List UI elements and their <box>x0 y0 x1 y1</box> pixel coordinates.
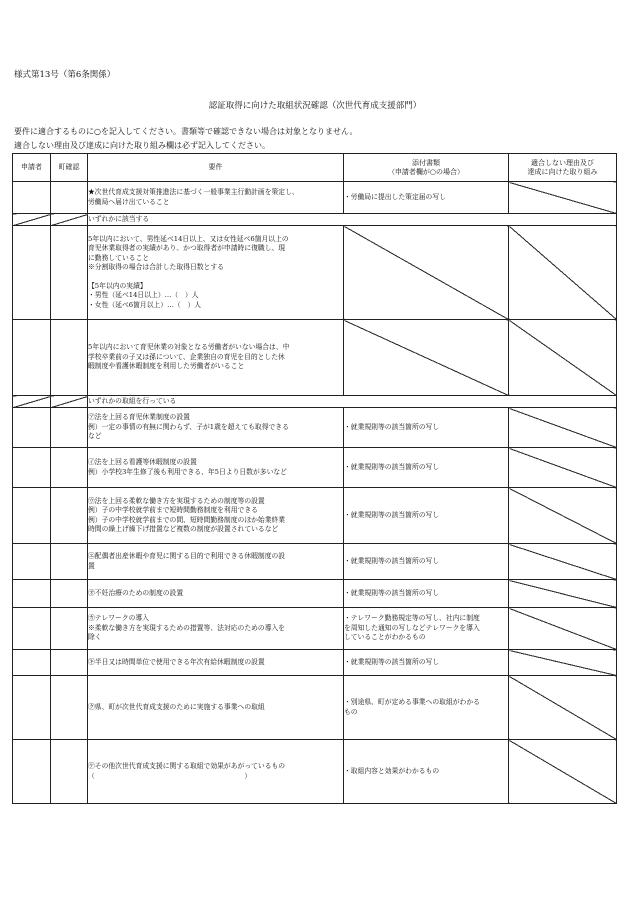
requirement-line: ㋔不妊治療のための制度の設置 <box>88 588 184 597</box>
header-requirement: 要件 <box>88 154 344 182</box>
applicant-check-cell[interactable] <box>13 320 51 396</box>
reason-cell[interactable] <box>509 676 617 740</box>
header-reason <box>509 154 617 182</box>
attachment-cell <box>344 488 509 544</box>
requirement-line: など <box>88 432 102 441</box>
instruction-1: 要件に適合するものに○を記入してください。書類等で確認できない場合は対象となりません。 <box>14 127 358 136</box>
requirement-line: ㋓配偶者出産休暇や育児に関する目的で利用できる休暇制度の設 <box>88 552 286 561</box>
applicant-check-cell[interactable] <box>13 544 51 580</box>
row-initiative-ku <box>13 676 617 740</box>
applicant-check-cell[interactable] <box>13 182 51 214</box>
town-check-cell[interactable] <box>51 320 88 396</box>
reason-cell[interactable] <box>509 544 617 580</box>
attachment-cell <box>344 608 509 650</box>
requirement-cell <box>88 488 344 544</box>
requirement-line: 例）子の中学校就学前まで短時間勤務制度を利用できる <box>88 506 258 515</box>
reason-cell[interactable] <box>509 408 617 448</box>
town-check-cell[interactable] <box>51 580 88 608</box>
requirement-line: ㋐法を上回る育児休業制度の設置 <box>88 413 190 422</box>
header-row <box>13 154 617 182</box>
row-initiative-e <box>13 544 617 580</box>
requirement-cell <box>88 580 344 608</box>
row-initiative-o <box>13 580 617 608</box>
requirement-line: ㋘その他次世代育成支援に関する取組で効果があがっているもの <box>88 762 286 771</box>
header-attachment-line: （申請者欄が○の場合） <box>387 167 465 176</box>
requirement-line: ※柔軟な働き方を実現するための措置等、法対応のための導入を <box>88 623 286 632</box>
row-childcare-leave-record <box>13 226 617 320</box>
town-check-cell <box>51 214 88 226</box>
applicant-check-cell[interactable] <box>13 650 51 676</box>
town-check-cell[interactable] <box>51 448 88 488</box>
row-initiative-a <box>13 408 617 448</box>
row-action-plan <box>13 182 617 214</box>
reason-cell[interactable] <box>509 740 617 804</box>
requirement-line: 除く <box>88 633 102 642</box>
attachment-line: を周知した通知の写しなどテレワークを導入 <box>344 623 480 632</box>
town-check-cell <box>51 396 88 408</box>
requirement-line: 5年以内において育児休業の対象となる労働者がいない場合は、中 <box>88 343 290 352</box>
requirement-line: に勤務していること <box>88 253 150 262</box>
row-no-eligible-workers <box>13 320 617 396</box>
row-initiative-ka <box>13 608 617 650</box>
requirement-line: 学校卒業前の子又は孫について、企業独自の育児を目的とした休 <box>88 352 285 361</box>
document-title: 認証取得に向けた取組状況確認（次世代育成支援部門） <box>208 101 422 111</box>
requirement-line: 時間の繰上げ繰下げ措置など複数の制度が設置されているなど <box>88 524 279 533</box>
reason-cell[interactable] <box>509 650 617 676</box>
applicant-check-cell[interactable] <box>13 408 51 448</box>
requirement-spacer <box>88 273 343 282</box>
applicant-check-cell <box>13 214 51 226</box>
reason-cell[interactable] <box>509 608 617 650</box>
attachment-cell <box>344 676 509 740</box>
applicant-check-cell[interactable] <box>13 676 51 740</box>
requirement-line: 【5年以内の実績】 <box>88 281 147 290</box>
attachment-line: ・就業規則等の該当箇所の写し <box>344 556 440 565</box>
row-initiative-u <box>13 488 617 544</box>
town-check-cell[interactable] <box>51 676 88 740</box>
reason-cell[interactable] <box>509 448 617 488</box>
town-check-cell[interactable] <box>51 740 88 804</box>
requirement-line: ㋕テレワークの導入 <box>88 614 150 623</box>
attachment-cell <box>344 650 509 676</box>
requirement-line[interactable]: （ ） <box>88 771 252 780</box>
applicant-check-cell <box>13 396 51 408</box>
requirement-line: 5年以内において、男性延べ14日以上、又は女性延べ6箇月以上の <box>88 235 289 244</box>
requirement-cell <box>88 740 344 804</box>
header-town-check: 町確認 <box>51 154 88 182</box>
requirement-cell <box>88 544 344 580</box>
requirement-cell <box>88 676 344 740</box>
header-reason-line: 適合しない理由及び <box>531 158 594 167</box>
header-attachment <box>344 154 509 182</box>
requirement-line: 例）子の中学校就学前までの間、短時間勤務制度のほか始業終業 <box>88 515 286 524</box>
requirement-cell <box>88 226 344 320</box>
requirement-line: 置 <box>88 561 95 570</box>
section-row-any-initiative <box>13 396 617 408</box>
town-check-cell[interactable] <box>51 488 88 544</box>
attachment-line: ・別途県、町が定める事業への取組がわかる <box>344 698 480 707</box>
requirement-cell <box>88 448 344 488</box>
attachment-line: ・テレワーク勤務規定等の写し、社内に制度 <box>344 614 480 623</box>
requirement-line: ㋗県、町が次世代育成支援のために実施する事業への取組 <box>88 702 265 711</box>
requirement-cell <box>88 320 344 396</box>
reason-cell[interactable] <box>509 182 617 214</box>
applicant-check-cell[interactable] <box>13 448 51 488</box>
town-check-cell[interactable] <box>51 544 88 580</box>
section-row-any-applies <box>13 214 617 226</box>
reason-cell[interactable] <box>509 320 617 396</box>
section-heading: いずれかに該当する <box>88 214 617 226</box>
row-initiative-i <box>13 448 617 488</box>
instruction-2: 適合しない理由及び達成に向けた取り組み欄は必ず記入してください。 <box>14 141 270 150</box>
applicant-check-cell[interactable] <box>13 740 51 804</box>
requirement-line: ㋑法を上回る看護等休暇制度の設置 <box>88 458 197 467</box>
town-check-cell[interactable] <box>51 182 88 214</box>
requirement-line: 労働局へ届け出ていること <box>88 197 170 206</box>
section-heading: いずれかの取組を行っている <box>88 396 617 408</box>
attachment-cell <box>344 182 509 214</box>
row-initiative-ke <box>13 740 617 804</box>
requirement-line: ※分割取得の場合は合計した取得日数とする <box>88 263 224 272</box>
attachment-line: していることがわかるもの <box>344 633 426 642</box>
reason-cell[interactable] <box>509 580 617 608</box>
attachment-cell <box>344 408 509 448</box>
town-check-cell[interactable] <box>51 650 88 676</box>
town-check-cell[interactable] <box>51 408 88 448</box>
attachment-cell <box>344 740 509 804</box>
reason-cell[interactable] <box>509 226 617 320</box>
requirement-line: 例）一定の事情の有無に関わらず、子が1歳を超えても取得できる <box>88 422 289 431</box>
attachment-cell <box>344 320 509 396</box>
town-check-cell[interactable] <box>51 608 88 650</box>
header-reason-line: 達成に向けた取り組み <box>527 167 598 176</box>
attachment-line: ・就業規則等の該当箇所の写し <box>344 657 440 666</box>
attachment-line: ・取組内容と効果がわかるもの <box>344 766 440 775</box>
applicant-check-cell[interactable] <box>13 226 51 320</box>
applicant-check-cell[interactable] <box>13 608 51 650</box>
attachment-cell <box>344 544 509 580</box>
header-attachment-line: 添付書類 <box>412 158 440 167</box>
attachment-line: ・就業規則等の該当箇所の写し <box>344 588 440 597</box>
requirements-table <box>12 153 617 804</box>
applicant-check-cell[interactable] <box>13 580 51 608</box>
requirement-line: ★次世代育成支援対策推進法に基づく一般事業主行動計画を策定し、 <box>88 188 299 197</box>
requirement-line: 例）小学校3年生修了後も利用できる、年5日より日数が多いなど <box>88 467 287 476</box>
requirement-cell <box>88 608 344 650</box>
requirement-line: ・女性（延べ6箇月以上）…（ ）人 <box>88 300 202 309</box>
attachment-line: ・労働局に提出した策定届の写し <box>344 192 446 201</box>
requirement-line: ㋒法を上回る柔軟な働き方を実現するための制度等の設置 <box>88 496 265 505</box>
attachment-line: もの <box>344 707 358 716</box>
row-initiative-ki <box>13 650 617 676</box>
requirement-line: ㋖半日又は時間単位で使用できる年次有給休暇制度の設置 <box>88 657 265 666</box>
attachment-line: ・就業規則等の該当箇所の写し <box>344 462 440 471</box>
applicant-check-cell[interactable] <box>13 488 51 544</box>
requirement-cell <box>88 182 344 214</box>
requirement-cell <box>88 408 344 448</box>
header-applicant: 申請者 <box>13 154 51 182</box>
attachment-cell <box>344 226 509 320</box>
requirement-line: ・男性（延べ14日以上）…（ ）人 <box>88 291 199 300</box>
attachment-line: ・就業規則等の該当箇所の写し <box>344 510 440 519</box>
attachment-cell <box>344 448 509 488</box>
form-number: 様式第13号（第6条関係） <box>14 70 116 80</box>
requirement-line: 育児休業取得者の実績があり、かつ取得者が申請時に復職し、現 <box>88 244 286 253</box>
attachment-line: ・就業規則等の該当箇所の写し <box>344 422 440 431</box>
attachment-cell <box>344 580 509 608</box>
town-check-cell[interactable] <box>51 226 88 320</box>
reason-cell[interactable] <box>509 488 617 544</box>
requirement-line: 暇制度や看護休暇制度を利用した労働者がいること <box>88 362 245 371</box>
requirement-cell <box>88 650 344 676</box>
